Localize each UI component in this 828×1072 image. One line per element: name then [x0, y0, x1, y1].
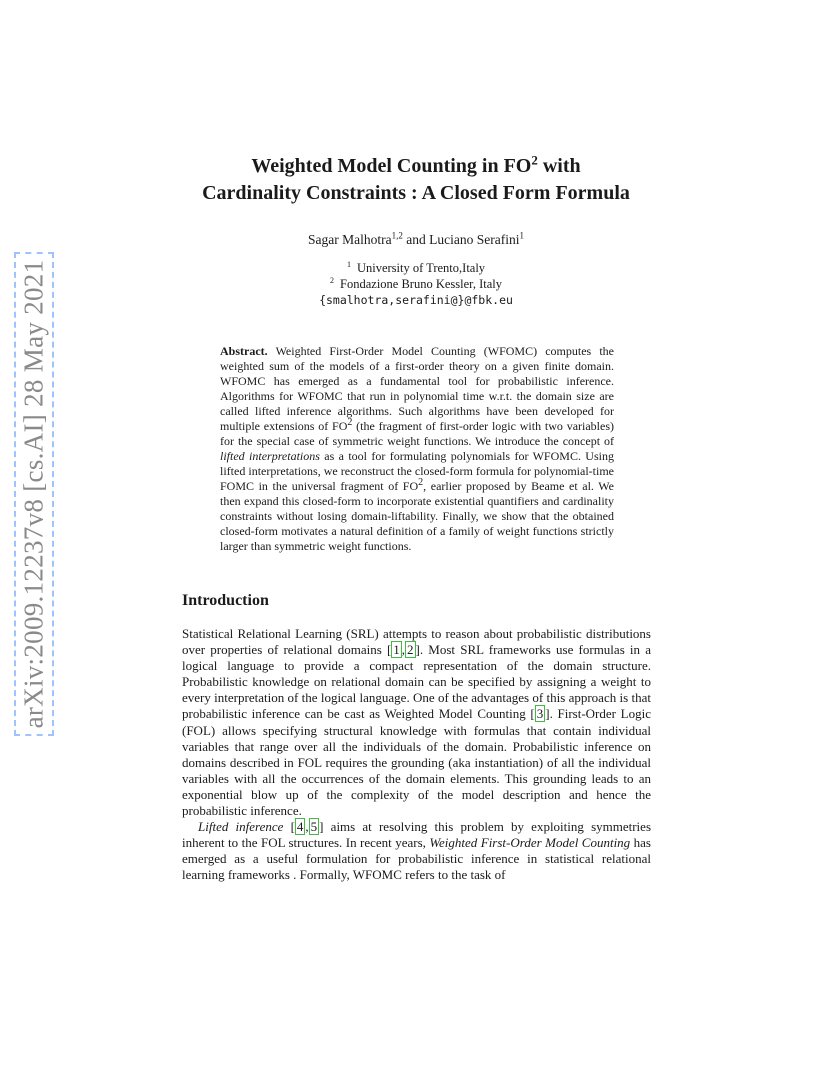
author-email: {smalhotra,serafini@}@fbk.eu: [319, 293, 513, 307]
title-line2: Cardinality Constraints : A Closed Form Formula: [202, 182, 630, 204]
abstract: [220, 344, 614, 554]
body-text: [182, 626, 651, 884]
paragraph-text: ]. First-Order Logic (FOL) allows specifying structural knowledge with formulas that contain individual variables that range over all the individuals of the domain. Probabilistic inference on domains described in FOL requires the grounding (aka instantiation) of all the individual variables with all the occurrences of the domain elements. This grounding leads to an exponential blow up of the complexity of the model description and hence the probabilistic inference.: [182, 706, 651, 819]
abstract-label: Abstract.: [220, 344, 268, 358]
citation-link[interactable]: 2: [407, 642, 414, 658]
author-name: Luciano Serafini: [429, 232, 520, 247]
paragraph: [182, 626, 651, 819]
paper-title: [150, 153, 682, 207]
affiliation-number: 2: [330, 275, 335, 285]
author-name: Sagar Malhotra: [308, 232, 392, 247]
abstract-text: Weighted First-Order Model Counting (WFOMC) computes the weighted sum of the models of a first-order theory on a given finite domain. WFOMC has emerged as a fundamental tool for probabilistic inference. Algorithms for WFOMC that run in polynomial time w.r.t. the domain size are called lifted inference algorithms. Such algorithms have been developed for multiple extensions of FO: [220, 344, 614, 433]
paragraph-text: ] aims at resolving this problem by exploiting symmetries inherent to the FOL structures. In recent years,: [182, 819, 651, 851]
citation-separator: ,: [401, 642, 406, 658]
emphasis: Weighted First-Order Model Counting: [429, 835, 631, 851]
arxiv-identifier-stamp: [14, 252, 54, 736]
affiliation-text: University of Trento,Italy: [356, 261, 486, 275]
abstract-text: , earlier proposed by Beame et al. We then expand this closed-form to incorporate existential quantifiers and cardinality constraints without losing domain-liftability. Finally, we show that the obtained closed-form motivates a natural definition of a family of weight functions strictly larger than symmetric weight functions.: [220, 479, 614, 553]
citation-separator: ,: [305, 819, 309, 835]
superscript: 2: [347, 417, 353, 428]
superscript: 2: [418, 477, 424, 488]
affiliation-1: [150, 260, 682, 276]
abstract-text: (the fragment of first-order logic with two variables) for the special case of symmetric weight functions. We introduce the concept of: [220, 419, 615, 448]
author-conjunction: and: [402, 232, 430, 247]
citation-link[interactable]: 3: [536, 706, 544, 722]
emphasis: Lifted inference: [198, 819, 284, 835]
abstract-text: as a tool for formulating polynomials for WFOMC. Using lifted interpretations, we reconstruct the closed-form formula for polynomial-time FOMC in the universal fragment of FO: [220, 449, 614, 493]
paragraph-text: [: [283, 819, 295, 835]
arxiv-identifier: arXiv:2009.12237v8 [cs.AI] 28 May 2021: [18, 259, 49, 729]
citation-link[interactable]: 4: [296, 819, 304, 835]
title-line1-end: with: [537, 155, 581, 177]
title-superscript: 2: [531, 152, 538, 168]
affiliation-number: 1: [346, 259, 351, 269]
affiliation-2: [150, 276, 682, 292]
title-line1: Weighted Model Counting in FO: [251, 155, 532, 177]
citation-link[interactable]: 1: [393, 642, 400, 658]
paragraph-text: ]. Most SRL frameworks use formulas in a logical language to provide a compact representation of the domain structure. Probabilistic knowledge on relational domain can be specified by assigning a weight to every interpretation of the logical language. One of the advantages of this approach is that probabilistic inference can be cast as Weighted Model Counting [: [182, 642, 651, 722]
author-affiliation-mark: 1,2: [391, 230, 403, 241]
paragraph: [182, 819, 651, 883]
paragraph-text: has emerged as a useful formulation for probabilistic inference in statistical relational learning frameworks . Formally, WFOMC refers to the task of: [182, 835, 651, 883]
author-list: [150, 232, 682, 248]
emphasis: lifted interpretations: [220, 449, 320, 463]
affiliation-text: Fondazione Bruno Kessler, Italy: [340, 277, 502, 291]
author-affiliation-mark: 1: [519, 230, 524, 241]
citation-link[interactable]: 5: [310, 819, 318, 835]
section-heading: Introduction: [182, 592, 269, 609]
paragraph-text: Statistical Relational Learning (SRL) attempts to reason about probabilistic distributions over properties of relational domains [: [182, 626, 651, 658]
affiliations: [150, 260, 682, 308]
